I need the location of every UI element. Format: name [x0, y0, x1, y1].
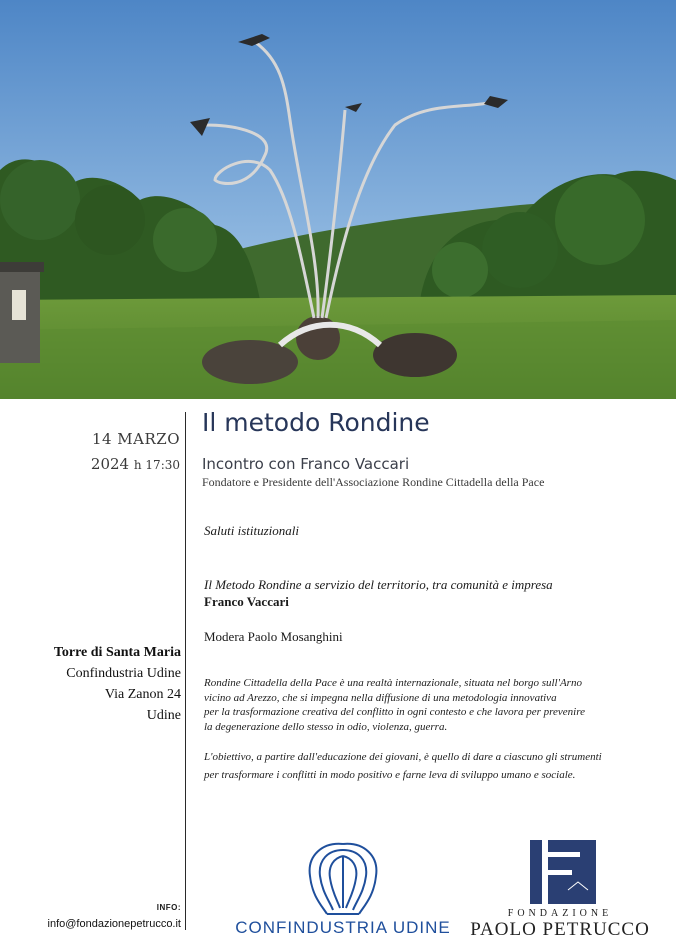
header-photo	[0, 0, 676, 399]
program-talk-title: Il Metodo Rondine a servizio del territorio, tra comunità e impresa	[204, 577, 553, 592]
event-year: 2024	[90, 455, 130, 473]
description-line: per trasformare i conflitti in modo positivo e farne leva di sviluppo umano e sociale.	[204, 769, 576, 781]
venue-org: Confindustria Udine	[66, 666, 181, 681]
venue-street: Via Zanon 24	[104, 687, 181, 702]
venue-city: Udine	[146, 708, 181, 723]
program-greetings: Saluti istituzionali	[204, 523, 299, 538]
description-line: la degenerazione dello stesso in odio, violenza, guerra.	[204, 720, 448, 733]
vertical-divider	[185, 412, 186, 930]
venue-name: Torre di Santa Maria	[53, 645, 181, 660]
description-line: vicino ad Arezzo, che si impegna nella diffusione di una metodologia innovativa	[204, 691, 557, 704]
program-moderator: Modera Paolo Mosanghini	[204, 629, 343, 644]
description-paragraph-1	[204, 676, 664, 734]
venue-block	[20, 642, 181, 726]
fondazione-petrucco-logo	[528, 840, 598, 904]
event-subtitle: Incontro con Franco Vaccari	[202, 455, 410, 473]
description-paragraph-2	[204, 748, 664, 784]
info-email[interactable]: info@fondazionepetrucco.it	[47, 918, 181, 930]
event-title: Il metodo Rondine	[202, 408, 430, 437]
program-speaker: Franco Vaccari	[204, 594, 289, 609]
confindustria-logo-text: CONFINDUSTRIA UDINE	[235, 918, 451, 937]
speaker-role: Fondatore e Presidente dell'Associazione Rondine Cittadella della Pace	[202, 475, 545, 489]
info-label: INFO:	[156, 903, 181, 912]
event-date-day: 14 MARZO	[91, 430, 180, 448]
fondazione-name: PAOLO PETRUCCO	[470, 919, 650, 940]
description-line: Rondine Cittadella della Pace è una realtà internazionale, situata nel borgo sull'Arno	[204, 677, 582, 689]
event-date-year-time	[30, 455, 180, 473]
fondazione-label: FONDAZIONE	[507, 908, 613, 919]
description-line: L'obiettivo, a partire dall'educazione dei giovani, è quello di dare a ciascuno gli strumenti	[204, 751, 602, 763]
description-line: per la trasformazione creativa del conflitto in ogni contesto e che lavora per prevenire	[204, 706, 585, 718]
event-time: h 17:30	[133, 458, 180, 472]
